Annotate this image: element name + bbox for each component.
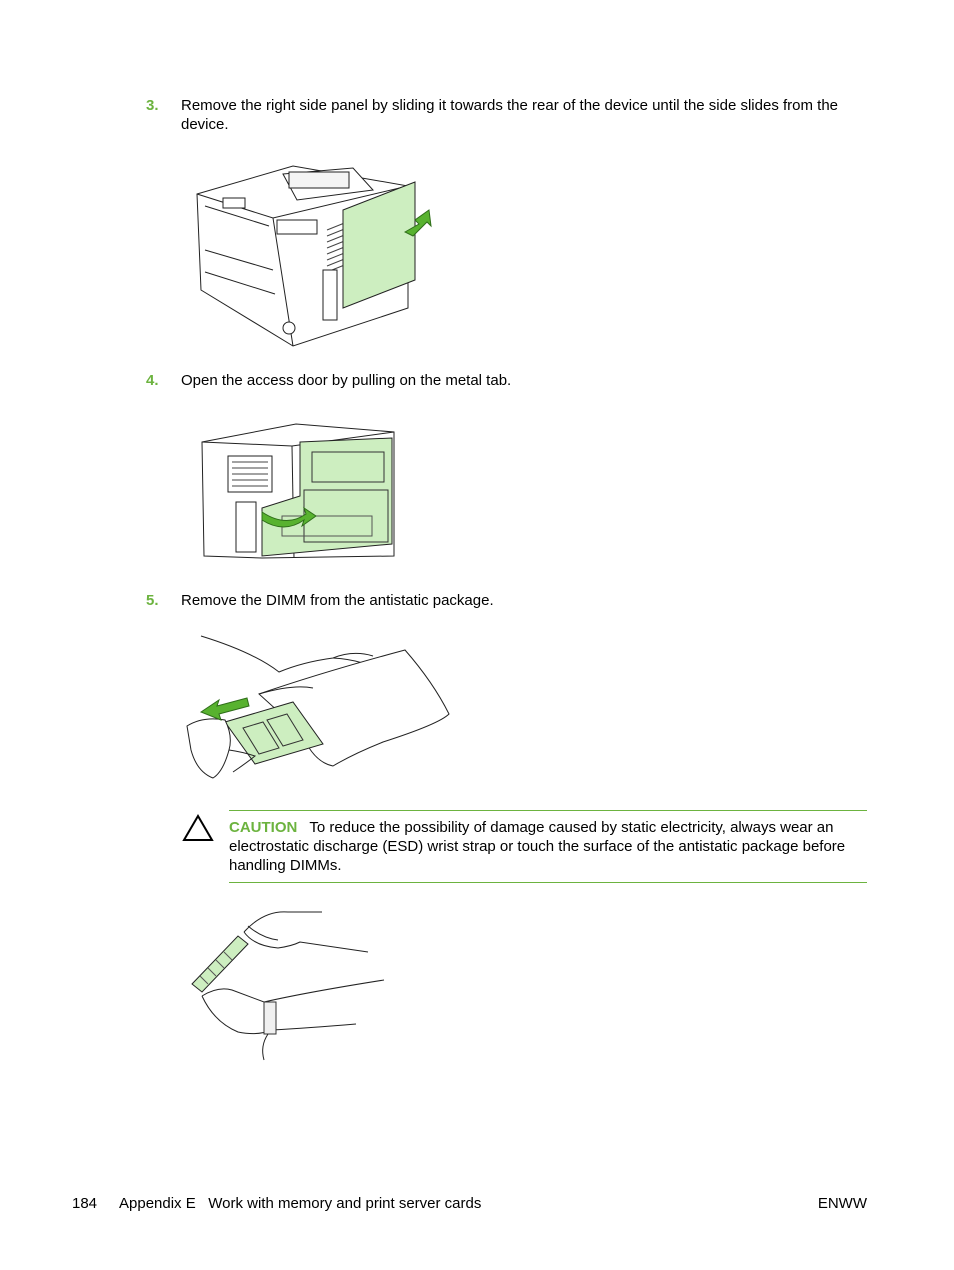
footer-brand: ENWW [817, 1195, 867, 1212]
caution-icon [182, 814, 214, 847]
step-number: 5. [146, 592, 159, 609]
step-number: 4. [146, 372, 159, 389]
wrist-strap [264, 1002, 276, 1034]
figure-remove-dimm-from-package [183, 632, 453, 782]
figure-remove-side-panel [193, 160, 438, 350]
caution-text [229, 818, 865, 875]
step-number: 3. [146, 97, 159, 114]
step-text: Remove the DIMM from the antistatic package. [181, 592, 494, 609]
caution-label: CAUTION [229, 819, 298, 836]
caution-body: To reduce the possibility of damage caused by static electricity, always wear an electrostatic discharge (ESD) wrist strap or touch the surface of the antistatic package before handling DIMMs. [229, 819, 846, 874]
step-text: Remove the right side panel by sliding it towards the rear of the device until the side slides from the device. [181, 97, 839, 133]
figure-open-access-door [196, 416, 396, 562]
step-text: Open the access door by pulling on the metal tab. [181, 372, 512, 389]
figure-handle-dimm-with-wrist-strap [188, 906, 388, 1064]
caution-box [229, 810, 867, 883]
page-number: 184 [72, 1195, 98, 1212]
footer-section: Appendix E Work with memory and print server cards [119, 1195, 482, 1212]
